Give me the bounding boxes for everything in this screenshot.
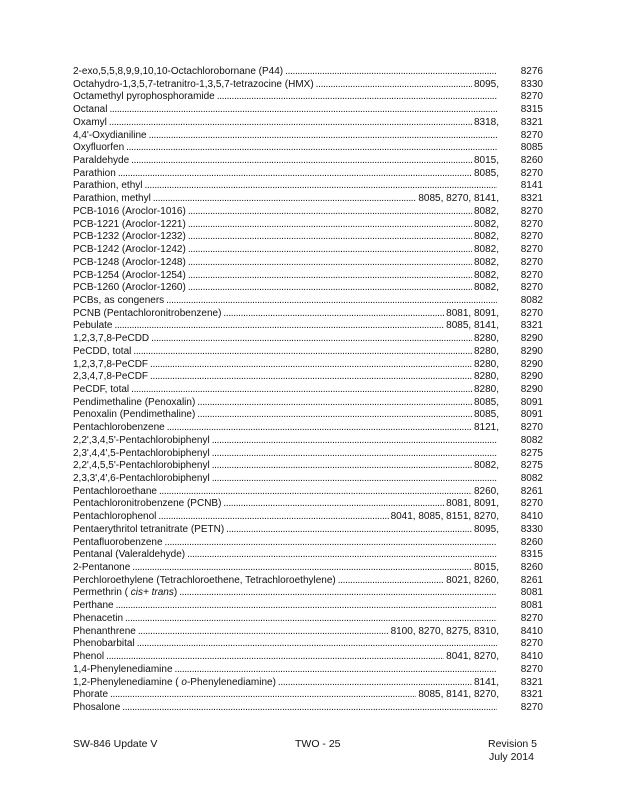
dot-leader bbox=[188, 257, 472, 270]
index-entry bbox=[73, 702, 543, 715]
index-entry bbox=[73, 155, 543, 168]
dot-leader bbox=[125, 613, 497, 626]
index-entry bbox=[73, 511, 543, 524]
chemical-index-list bbox=[73, 66, 543, 715]
entry-methods: 8041, 8085, 8151, 8270, bbox=[390, 511, 499, 523]
entry-name: 2,2',4,5,5'-Pentachlorobiphenyl bbox=[73, 460, 210, 472]
entry-last-method: 8290 bbox=[520, 345, 543, 357]
entry-last-method: 8261 bbox=[520, 485, 543, 497]
index-entry bbox=[73, 460, 543, 473]
entry-methods: 8280, bbox=[473, 345, 499, 357]
footer-document-title: SW-846 Update V bbox=[73, 738, 158, 750]
index-entry bbox=[73, 498, 543, 511]
entry-name: PCB-1242 (Aroclor-1242) bbox=[73, 244, 186, 256]
entry-last-method: 8290 bbox=[520, 333, 543, 345]
dot-leader bbox=[187, 549, 497, 562]
entry-last-method: 8260 bbox=[520, 562, 543, 574]
index-entry bbox=[73, 270, 543, 283]
index-entry bbox=[73, 359, 543, 372]
dot-leader bbox=[316, 79, 472, 92]
entry-name: 2,3,4,7,8-PeCDF bbox=[73, 371, 149, 383]
entry-name: 1,2,3,7,8-PeCDF bbox=[73, 358, 149, 370]
dot-leader bbox=[149, 130, 497, 143]
entry-last-method: 8315 bbox=[520, 104, 543, 116]
entry-name: 1,4-Phenylenediamine bbox=[73, 663, 173, 675]
entry-name: 2-exo,5,5,8,9,9,10,10-Octachlorobornane (P44) bbox=[73, 66, 284, 77]
index-entry bbox=[73, 549, 543, 562]
dot-leader bbox=[285, 66, 497, 79]
index-entry bbox=[73, 422, 543, 435]
index-entry bbox=[73, 346, 543, 359]
entry-name: PCB-1221 (Aroclor-1221) bbox=[73, 218, 186, 230]
entry-name: PCB-1232 (Aroclor-1232) bbox=[73, 231, 186, 243]
entry-last-method: 8091 bbox=[520, 409, 543, 421]
entry-methods: 8085, 8141, bbox=[446, 320, 499, 332]
index-entry bbox=[73, 486, 543, 499]
dot-leader bbox=[223, 498, 444, 511]
entry-last-method: 8315 bbox=[520, 549, 543, 561]
index-entry bbox=[73, 257, 543, 270]
entry-last-method: 8260 bbox=[520, 155, 543, 167]
entry-methods: 8260, bbox=[473, 485, 499, 497]
entry-last-method: 8275 bbox=[520, 447, 543, 459]
entry-methods: 8082, bbox=[473, 256, 499, 268]
entry-last-method: 8321 bbox=[520, 689, 543, 701]
index-entry bbox=[73, 142, 543, 155]
index-entry bbox=[73, 575, 543, 588]
dot-leader bbox=[114, 320, 444, 333]
entry-methods: 8082, bbox=[473, 244, 499, 256]
entry-last-method: 8290 bbox=[520, 383, 543, 395]
entry-last-method: 8275 bbox=[520, 460, 543, 472]
dot-leader bbox=[212, 460, 472, 473]
entry-last-method: 8276 bbox=[520, 66, 543, 77]
dot-leader bbox=[138, 626, 389, 639]
footer-revision-date: July 2014 bbox=[489, 751, 534, 763]
entry-last-method: 8270 bbox=[520, 663, 543, 675]
entry-last-method: 8270 bbox=[520, 269, 543, 281]
dot-leader bbox=[188, 206, 472, 219]
entry-last-method: 8081 bbox=[520, 600, 543, 612]
entry-name: Pentachlorophenol bbox=[73, 511, 157, 523]
entry-name: PeCDF, total bbox=[73, 383, 130, 395]
entry-last-method: 8290 bbox=[520, 358, 543, 370]
entry-methods: 8121, bbox=[473, 422, 499, 434]
entry-last-method: 8321 bbox=[520, 320, 543, 332]
index-entry bbox=[73, 600, 543, 613]
entry-last-method: 8270 bbox=[520, 244, 543, 256]
entry-name: Perchloroethylene (Tetrachloroethene, Tetrachloroethylene) bbox=[73, 574, 336, 586]
entry-methods: 8280, bbox=[473, 371, 499, 383]
index-entry bbox=[73, 91, 543, 104]
entry-methods: 8081, 8091, bbox=[446, 307, 499, 319]
dot-leader bbox=[226, 524, 472, 537]
entry-name: Perthane bbox=[73, 600, 114, 612]
entry-last-method: 8260 bbox=[520, 536, 543, 548]
index-entry bbox=[73, 677, 543, 690]
entry-methods: 8280, bbox=[473, 383, 499, 395]
footer-page-number: TWO - 25 bbox=[295, 738, 341, 750]
entry-name: PeCDD, total bbox=[73, 345, 132, 357]
entry-methods: 8085, bbox=[473, 409, 499, 421]
entry-name: PCNB (Pentachloronitrobenzene) bbox=[73, 307, 222, 319]
entry-name: Pentachlorobenzene bbox=[73, 422, 165, 434]
entry-name: Pentanal (Valeraldehyde) bbox=[73, 549, 186, 561]
index-entry bbox=[73, 308, 543, 321]
entry-methods: 8085, 8270, 8141, bbox=[418, 193, 499, 205]
index-entry bbox=[73, 524, 543, 537]
dot-leader bbox=[151, 333, 472, 346]
entry-last-method: 8321 bbox=[520, 116, 543, 128]
entry-name: 1,2,3,7,8-PeCDD bbox=[73, 333, 150, 345]
dot-leader bbox=[131, 155, 472, 168]
entry-last-method: 8321 bbox=[520, 676, 543, 688]
dot-leader bbox=[223, 308, 444, 321]
dot-leader bbox=[109, 104, 497, 117]
dot-leader bbox=[131, 384, 472, 397]
entry-name: 2,2',3,4,5'-Pentachlorobiphenyl bbox=[73, 434, 210, 446]
entry-name: Parathion, ethyl bbox=[73, 180, 143, 192]
entry-methods: 8082, bbox=[473, 282, 499, 294]
entry-last-method: 8081 bbox=[520, 587, 543, 599]
index-entry bbox=[73, 587, 543, 600]
index-entry bbox=[73, 130, 543, 143]
entry-name: Phenacetin bbox=[73, 612, 124, 624]
entry-name: Pentachloronitrobenzene (PCNB) bbox=[73, 498, 222, 510]
entry-last-method: 8330 bbox=[520, 523, 543, 535]
dot-leader bbox=[116, 600, 497, 613]
index-entry bbox=[73, 435, 543, 448]
dot-leader bbox=[132, 562, 472, 575]
dot-leader bbox=[126, 142, 497, 155]
index-entry bbox=[73, 333, 543, 346]
dot-leader bbox=[212, 473, 497, 486]
entry-methods: 8318, bbox=[473, 116, 499, 128]
index-entry bbox=[73, 295, 543, 308]
dot-leader bbox=[137, 638, 497, 651]
dot-leader bbox=[109, 117, 472, 130]
entry-last-method: 8141 bbox=[520, 180, 543, 192]
entry-methods: 8085, bbox=[473, 396, 499, 408]
entry-last-method: 8270 bbox=[520, 701, 543, 713]
entry-last-method: 8270 bbox=[520, 218, 543, 230]
index-entry bbox=[73, 397, 543, 410]
entry-last-method: 8270 bbox=[520, 307, 543, 319]
entry-name: Pebulate bbox=[73, 320, 113, 332]
dot-leader bbox=[188, 270, 472, 283]
dot-leader bbox=[145, 180, 498, 193]
entry-methods: 8280, bbox=[473, 333, 499, 345]
index-entry bbox=[73, 562, 543, 575]
entry-name: Pentaerythritol tetranitrate (PETN) bbox=[73, 523, 225, 535]
entry-methods: 8085, bbox=[473, 167, 499, 179]
dot-leader bbox=[179, 587, 497, 600]
dot-leader bbox=[122, 702, 497, 715]
entry-last-method: 8410 bbox=[520, 625, 543, 637]
entry-name: Pentafluorobenzene bbox=[73, 536, 163, 548]
index-entry bbox=[73, 384, 543, 397]
index-entry bbox=[73, 473, 543, 486]
entry-methods: 8082, bbox=[473, 460, 499, 472]
entry-methods: 8015, bbox=[473, 155, 499, 167]
entry-name: 2,3',4,4',5-Pentachlorobiphenyl bbox=[73, 447, 210, 459]
entry-name: Oxamyl bbox=[73, 116, 107, 128]
entry-last-method: 8270 bbox=[520, 231, 543, 243]
dot-leader bbox=[197, 409, 472, 422]
entry-last-method: 8330 bbox=[520, 78, 543, 90]
entry-last-method: 8270 bbox=[520, 205, 543, 217]
entry-name: Phosalone bbox=[73, 701, 121, 713]
entry-methods: 8081, 8091, bbox=[446, 498, 499, 510]
dot-leader bbox=[197, 397, 472, 410]
index-entry bbox=[73, 231, 543, 244]
dot-leader bbox=[167, 422, 472, 435]
entry-methods: 8082, bbox=[473, 231, 499, 243]
index-entry bbox=[73, 282, 543, 295]
entry-last-method: 8261 bbox=[520, 574, 543, 586]
entry-methods: 8015, bbox=[473, 562, 499, 574]
entry-last-method: 8270 bbox=[520, 638, 543, 650]
dot-leader bbox=[110, 689, 416, 702]
dot-leader bbox=[175, 664, 497, 677]
entry-methods: 8095, bbox=[473, 523, 499, 535]
entry-name: Penoxalin (Pendimethaline) bbox=[73, 409, 196, 421]
entry-last-method: 8290 bbox=[520, 371, 543, 383]
dot-leader bbox=[188, 219, 472, 232]
index-entry bbox=[73, 66, 543, 79]
index-entry bbox=[73, 244, 543, 257]
entry-name: Pentachloroethane bbox=[73, 485, 157, 497]
index-entry bbox=[73, 664, 543, 677]
entry-methods: 8141, bbox=[473, 676, 499, 688]
index-entry bbox=[73, 651, 543, 664]
index-entry bbox=[73, 219, 543, 232]
entry-name: Parathion, methyl bbox=[73, 193, 151, 205]
dot-leader bbox=[106, 651, 444, 664]
entry-name: Phorate bbox=[73, 689, 109, 701]
dot-leader bbox=[153, 193, 417, 206]
index-entry bbox=[73, 193, 543, 206]
index-entry bbox=[73, 104, 543, 117]
entry-methods: 8021, 8260, bbox=[446, 574, 499, 586]
index-entry bbox=[73, 180, 543, 193]
index-entry bbox=[73, 638, 543, 651]
entry-name: PCB-1260 (Aroclor-1260) bbox=[73, 282, 186, 294]
index-entry bbox=[73, 409, 543, 422]
entry-methods: 8082, bbox=[473, 269, 499, 281]
dot-leader bbox=[278, 677, 472, 690]
dot-leader bbox=[133, 346, 472, 359]
dot-leader bbox=[150, 371, 472, 384]
entry-name: Phenanthrene bbox=[73, 625, 136, 637]
footer-revision-number: Revision 5 bbox=[488, 738, 538, 750]
entry-name: Parathion bbox=[73, 167, 116, 179]
entry-last-method: 8270 bbox=[520, 422, 543, 434]
index-entry bbox=[73, 371, 543, 384]
entry-last-method: 8082 bbox=[520, 473, 543, 484]
dot-leader bbox=[158, 511, 388, 524]
entry-name: Octamethyl pyrophosphoramide bbox=[73, 91, 215, 103]
index-entry bbox=[73, 117, 543, 130]
index-entry bbox=[73, 626, 543, 639]
entry-last-method: 8085 bbox=[520, 142, 543, 154]
index-entry bbox=[73, 320, 543, 333]
entry-name: PCB-1254 (Aroclor-1254) bbox=[73, 269, 186, 281]
entry-last-method: 8270 bbox=[520, 612, 543, 624]
entry-name: PCBs, as congeners bbox=[73, 294, 165, 306]
dot-leader bbox=[217, 91, 497, 104]
dot-leader bbox=[212, 435, 497, 448]
dot-leader bbox=[338, 575, 444, 588]
index-entry bbox=[73, 537, 543, 550]
footer-revision bbox=[488, 738, 537, 764]
entry-last-method: 8091 bbox=[520, 396, 543, 408]
entry-methods: 8100, 8270, 8275, 8310, bbox=[390, 625, 499, 637]
dot-leader bbox=[159, 486, 472, 499]
index-entry bbox=[73, 206, 543, 219]
entry-name: Octanal bbox=[73, 104, 108, 116]
entry-last-method: 8410 bbox=[520, 511, 543, 523]
entry-name: PCB-1248 (Aroclor-1248) bbox=[73, 256, 186, 268]
entry-name: PCB-1016 (Aroclor-1016) bbox=[73, 205, 186, 217]
dot-leader bbox=[118, 168, 472, 181]
index-entry bbox=[73, 448, 543, 461]
entry-name: Oxyfluorfen bbox=[73, 142, 125, 154]
entry-name: Paraldehyde bbox=[73, 155, 130, 167]
entry-name: 2,3,3',4',6-Pentachlorobiphenyl bbox=[73, 473, 210, 484]
entry-last-method: 8270 bbox=[520, 282, 543, 294]
entry-last-method: 8270 bbox=[520, 91, 543, 103]
entry-last-method: 8082 bbox=[520, 294, 543, 306]
entry-name: 2-Pentanone bbox=[73, 562, 131, 574]
entry-name: 1,2-Phenylenediamine ( o-Phenylenediamine) bbox=[73, 676, 276, 688]
dot-leader bbox=[212, 448, 497, 461]
index-entry bbox=[73, 168, 543, 181]
index-entry bbox=[73, 79, 543, 92]
entry-name: Permethrin ( cis+ trans) bbox=[73, 587, 178, 599]
entry-methods: 8095, bbox=[473, 78, 499, 90]
entry-methods: 8041, 8270, bbox=[446, 651, 499, 663]
entry-last-method: 8270 bbox=[520, 498, 543, 510]
dot-leader bbox=[188, 231, 472, 244]
entry-methods: 8280, bbox=[473, 358, 499, 370]
entry-methods: 8082, bbox=[473, 218, 499, 230]
index-entry bbox=[73, 689, 543, 702]
entry-name: Octahydro-1,3,5,7-tetranitro-1,3,5,7-tetrazocine (HMX) bbox=[73, 78, 314, 90]
entry-last-method: 8270 bbox=[520, 256, 543, 268]
entry-name: Pendimethaline (Penoxalin) bbox=[73, 396, 196, 408]
entry-name: Phenol bbox=[73, 651, 105, 663]
entry-name: Phenobarbital bbox=[73, 638, 135, 650]
entry-last-method: 8321 bbox=[520, 193, 543, 205]
dot-leader bbox=[188, 244, 472, 257]
entry-last-method: 8270 bbox=[520, 129, 543, 141]
entry-last-method: 8270 bbox=[520, 167, 543, 179]
entry-methods: 8085, 8141, 8270, bbox=[418, 689, 499, 701]
entry-methods: 8082, bbox=[473, 205, 499, 217]
dot-leader bbox=[150, 359, 472, 372]
entry-last-method: 8410 bbox=[520, 651, 543, 663]
dot-leader bbox=[188, 282, 472, 295]
entry-name: 4,4'-Oxydianiline bbox=[73, 129, 147, 141]
index-entry bbox=[73, 613, 543, 626]
dot-leader bbox=[166, 295, 497, 308]
entry-last-method: 8082 bbox=[520, 434, 543, 446]
dot-leader bbox=[165, 537, 497, 550]
